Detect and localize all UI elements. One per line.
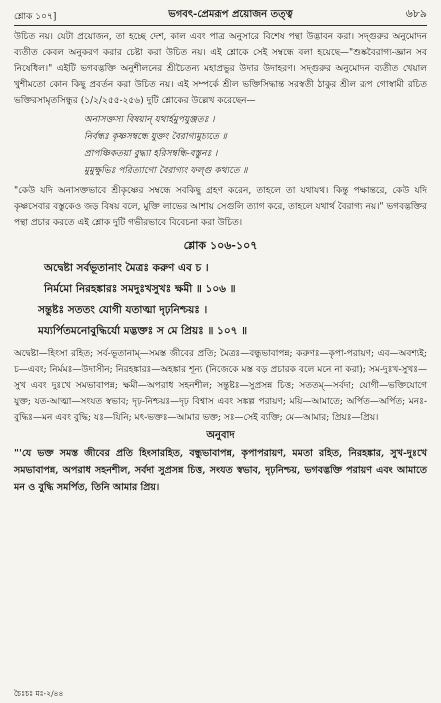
translation: "'যে ভক্ত সমস্ত জীবের প্রতি হিংসারহিত, বন্ধুভাবাপন্ন, কৃপাপরায়ণ, মমতা রহিত, নিরহঙ্কার, সুখ-দুঃখে সমভাবাপন্ন, অপরাধ সহনশীল, সর্বদা সুপ্রসন্ন চিত্ত, সংযত স্বভাব, দৃঢ়নিশ্চয়, ভগবদ্ভক্তি পরায়ণ এবং আমাতে মন ও বুদ্ধি সমর্পিত, তিনি আমার প্রিয়। bbox=[14, 448, 427, 493]
purport-paragraph-1: উচিত নয়। যেটা প্রয়োজন, তা হচ্ছে দেশ, কাল এবং পাত্র অনুসারে বিশেষ পন্থা উদ্ভাবন করা। সদ্গুরুর অনুমোদন ব্যতীত কেবল অনুকরণ করার চেষ্টা করা উচিত নয়। এই শ্লোকে সেই সম্বন্ধে বলা হয়েছে—"শুষ্কবৈরাগ্য-জ্ঞান সব নিষেধিল।" এইটি ভগবদ্ভক্তি অনুশীলনের শ্রীচৈতন্য মহাপ্রভুর উদার উদাহরণ। সদ্গুরুর অনুমোদন ব্যতীত খেয়াল খুশীমতো কোন কিছু প্রবর্তন করা উচিত নয়। এই সম্পর্কে শ্রীল ভক্তিসিদ্ধান্ত সরস্বতী ঠাকুর শ্রীল রূপ গোস্বামী রচিত ভক্তিরসামৃতসিন্ধুর (১/২/২৫৫-২৫৬) দুটি শ্লোকের উল্লেখ করেছেন— bbox=[14, 32, 427, 106]
purport-paragraph-2: "কেউ যদি অনাসক্তভাবে শ্রীকৃষ্ণের সম্বন্ধে সবকিছু গ্রহণ করেন, তাহলে তা যথাযথ। কিন্তু পক্ষান্তরে, কেউ যদি কৃষ্ণসেবার বস্তুকেও জড় বিষয় বলে, মুক্তি লাভের আশায় সেগুলি ত্যাগ করে, তাহলে যথার্থ বৈরাগ্য নয়।" ভগবদ্ভক্তির পন্থা প্রচার করতে এই শ্লোক দুটি গভীরভাবে বিবেচনা করা উচিত। bbox=[14, 186, 427, 228]
page-number: ৬৮৯ bbox=[405, 7, 427, 20]
sanskrit-line: ময্যর্পিতমনোবুদ্ধির্যো মদ্ভক্তঃ স মে প্রিয়ঃ ॥ ১০৭ ॥ bbox=[38, 325, 248, 337]
quoted-verse-line: অনাসক্তস্য বিষয়ান্ যথার্হমুপযুঞ্জতঃ । bbox=[84, 115, 215, 125]
verse-heading: শ্লোক ১০৬-১০৭ bbox=[183, 239, 258, 252]
translation-heading: অনুবাদ bbox=[206, 430, 235, 441]
sanskrit-verse bbox=[14, 258, 427, 342]
header-verse-ref: শ্লোক ১০৭] bbox=[14, 12, 57, 22]
header-title: ভগবৎ-প্রেমরূপ প্রয়োজন তত্ত্ব bbox=[168, 9, 293, 20]
header-rule bbox=[14, 25, 427, 26]
quoted-verse-line: প্রাপঞ্চিকতয়া বুদ্ধ্যা হরিসম্বন্ধি-বস্তুনঃ । bbox=[84, 149, 218, 159]
running-header bbox=[14, 4, 427, 24]
sanskrit-line: অদ্বেষ্টা সর্বভূতানাং মৈত্রঃ করুণ এব চ । bbox=[44, 262, 209, 274]
sanskrit-line: সন্তুষ্টঃ সততং যোগী যতাত্মা দৃঢ়নিশ্চয়ঃ । bbox=[38, 304, 208, 316]
quoted-verse-line: মুমুক্ষুভিঃ পরিত্যাগো বৈরাগ্যং ফল্গু কথ্যতে ॥ bbox=[84, 166, 248, 176]
footer-ref: চৈঃচঃ মঃ-২/৪৪ bbox=[14, 689, 64, 698]
sanskrit-line: নির্মমো নিরহঙ্কারঃ সমদুঃখসুখঃ ক্ষমী ॥ ১০৬ ॥ bbox=[44, 283, 236, 295]
synonyms: অদ্বেষ্টা—হিংসা রহিত; সর্ব-ভূতানাম্—সমস্ত জীবের প্রতি; মৈত্রঃ—বন্ধুভাবাপন্ন; করুণঃ—কৃপা-পরায়ণ; এব—অবশ্যই; চ—এবং; নির্মমঃ—উদাসীন; নিরহঙ্কারঃ—অহঙ্কার শূন্য (নিজেকে মস্ত বড় প্রচারক বলে মনে না করা); সম-দুঃখ-সুখঃ—সুখ এবং দুঃখে সমভাবাপন্ন; ক্ষমী—অপরাধ সহনশীল; সন্তুষ্টঃ—সুপ্রসন্ন চিত্ত; সততম্—সর্বদা; যোগী—ভক্তিযোগে যুক্ত; যত-আত্মা—সংযত স্বভাব; দৃঢ়-নিশ্চয়ঃ—দৃঢ় বিশ্বাস এবং সঙ্কল্প পরায়ণ; ময়ি—আমাতে; অর্পিত—অর্পিত; মনঃ-বুদ্ধিঃ—মন এবং বুদ্ধি; যঃ—যিনি; মৎ-ভক্তঃ—আমার ভক্ত; সঃ—সেই ব্যক্তি; মে—আমার; প্রিয়ঃ—প্রিয়। bbox=[14, 349, 427, 423]
quoted-verse-line: নির্বন্ধঃ কৃষ্ণসম্বন্ধে যুক্তং বৈরাগ্যমুচ্যতে ॥ bbox=[84, 132, 227, 142]
quoted-verse bbox=[84, 112, 427, 180]
